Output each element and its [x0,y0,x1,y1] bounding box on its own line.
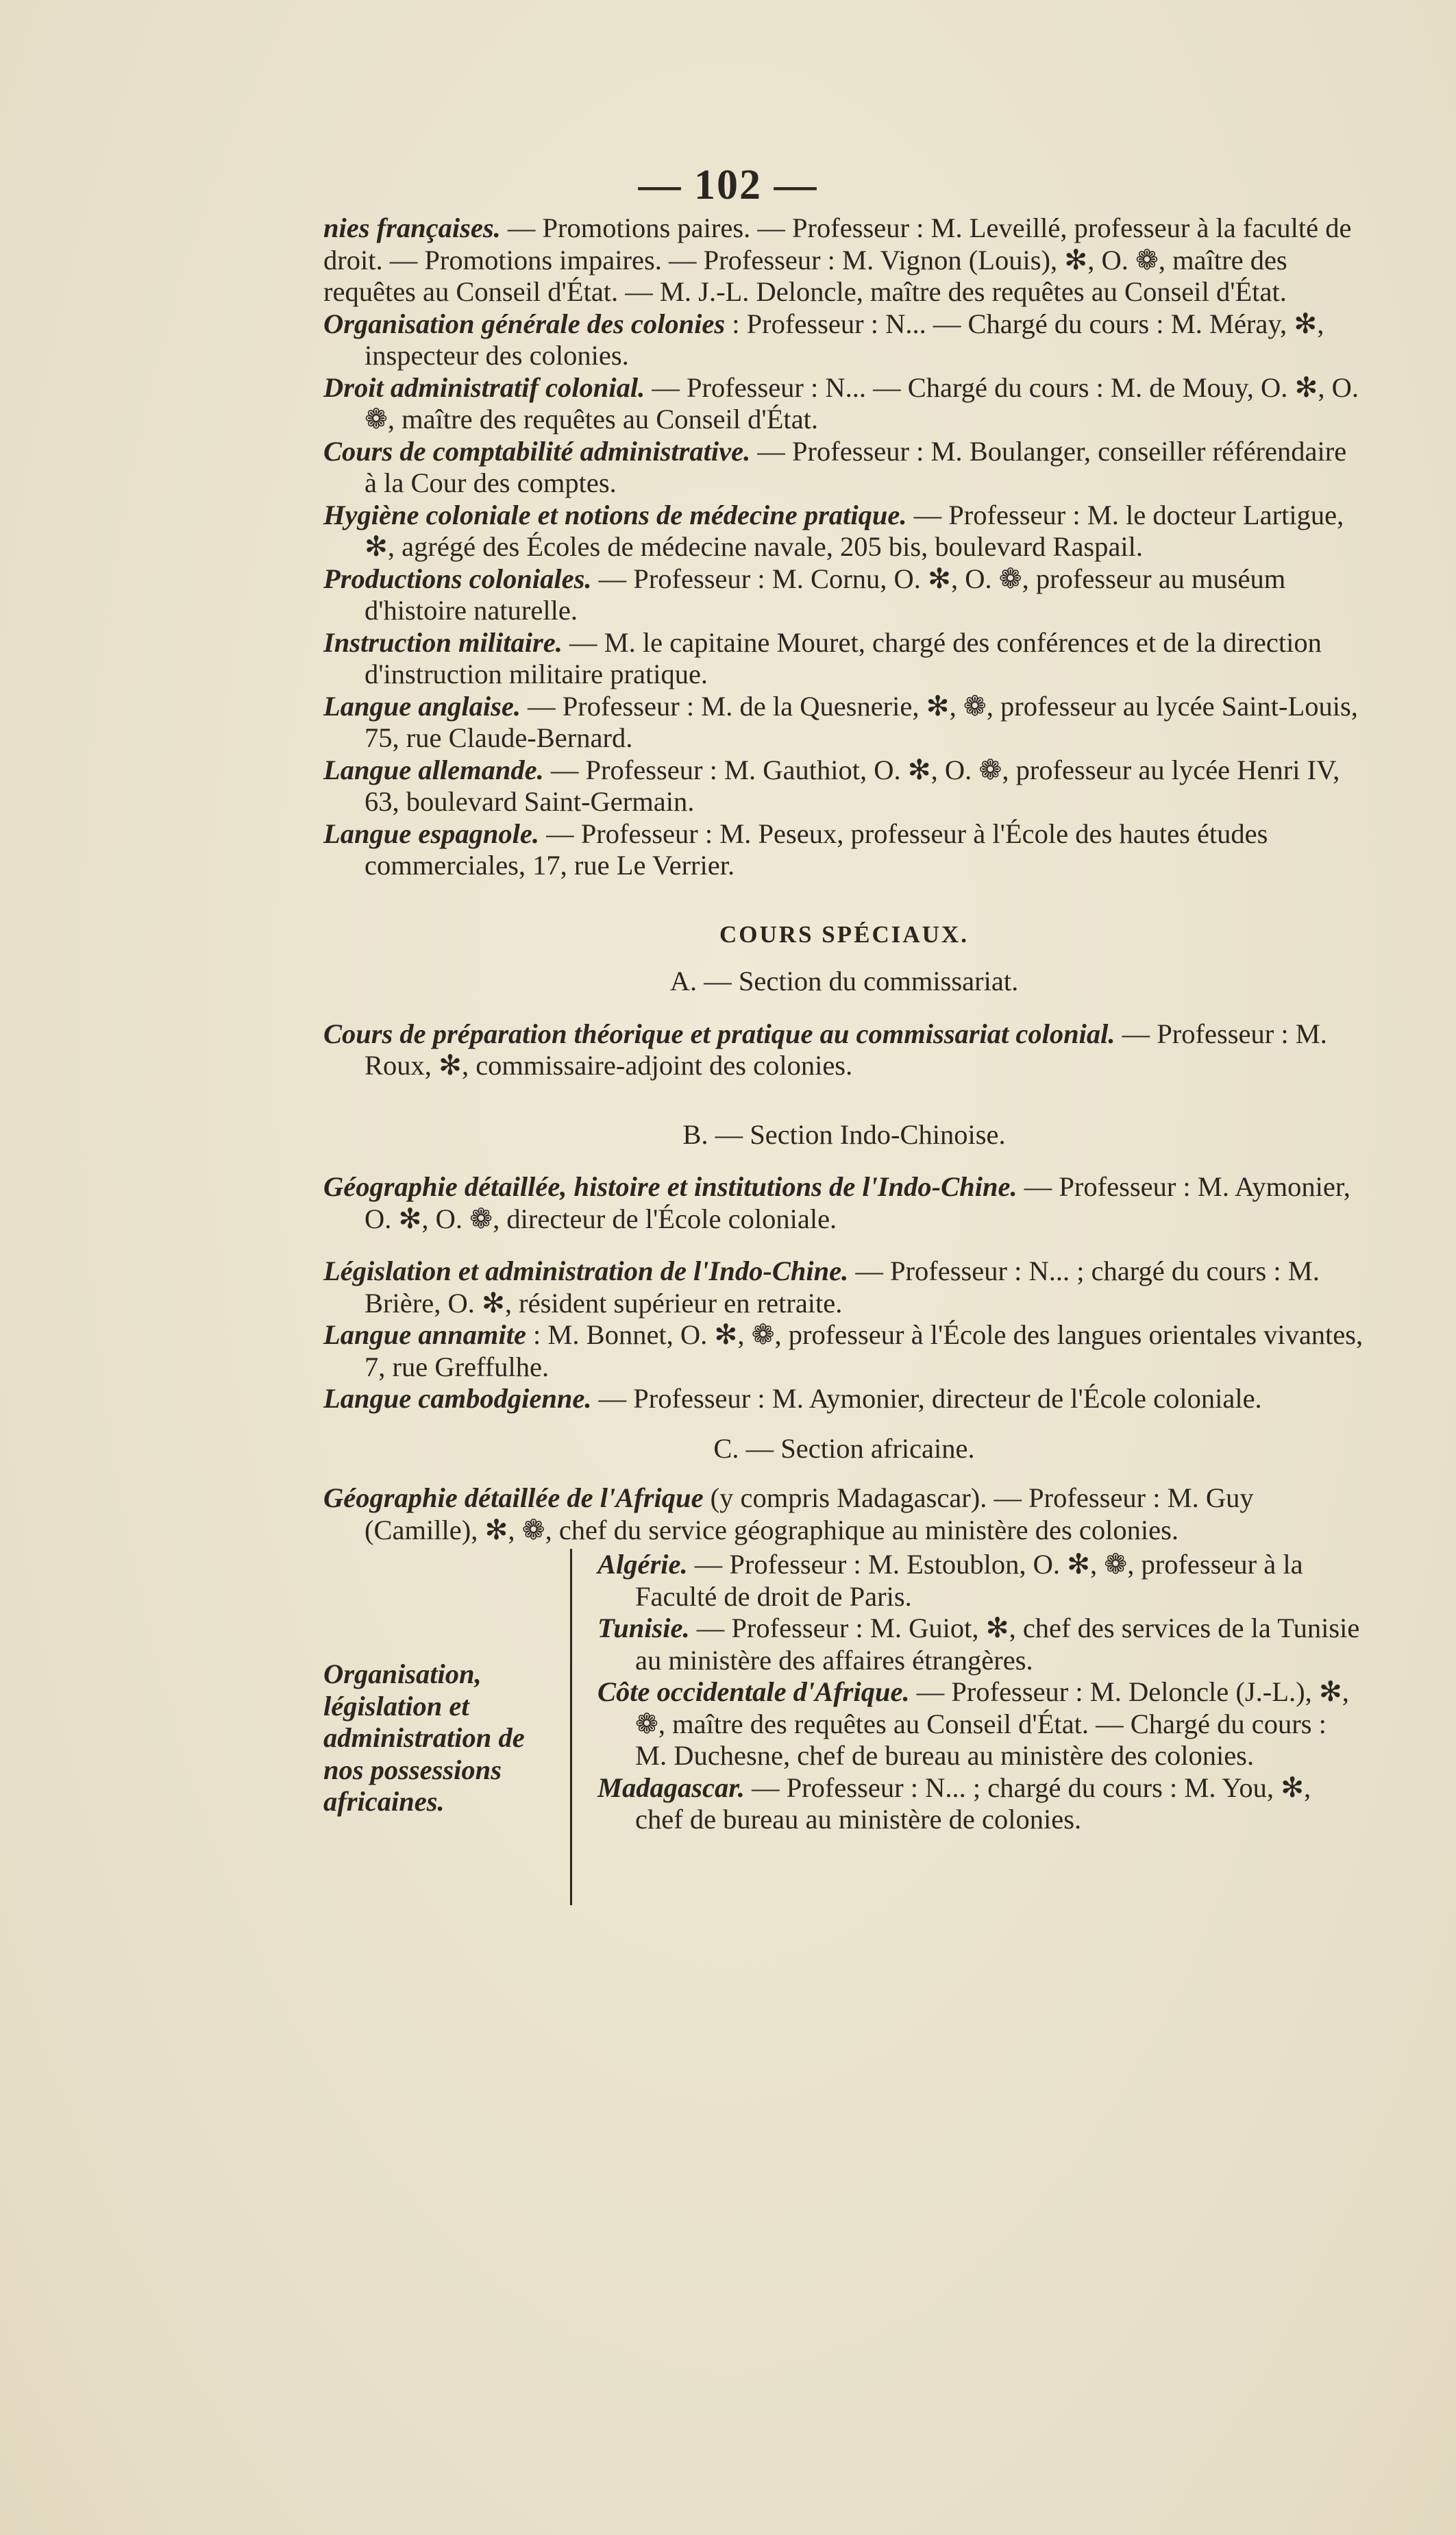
paragraph: Productions coloniales. — Professeur : M. Cornu, O. ✻, O. ❁, professeur au muséum d'histoire naturelle. [323,563,1286,626]
paragraph: Langue cambodgienne. — Professeur : M. Aymonier, directeur de l'École coloniale. [323,1383,1262,1414]
page-body [323,212,1365,1919]
paragraph: Géographie détaillée de l'Afrique (y compris Madagascar). — Professeur : M. Guy (Camille), ✻, ❁, chef du service géographique au ministère des colonies. [323,1482,1254,1545]
paragraph: Langue annamite : M. Bonnet, O. ✻, ❁, professeur à l'École des langues orientales vivantes, 7, rue Greffulhe. [323,1319,1364,1382]
section-b-heading: B. — Section Indo-Chinoise. [682,1118,1006,1150]
paragraph: Langue allemande. — Professeur : M. Gauthiot, O. ✻, O. ❁, professeur au lycée Henri IV, 63, boulevard Saint-Germain. [323,754,1340,817]
brace-label: Organisation, législation et administration de nos possessions africaines. [323,1658,525,1817]
spacer [323,1415,1365,1433]
spacer [323,1465,1365,1482]
paragraph: Instruction militaire. — M. le capitaine Mouret, chargé des conférences et de la direction d'instruction militaire pratique. [323,626,1322,689]
brace-block [323,1549,1365,1919]
paragraph: Législation et administration de l'Indo-Chine. — Professeur : N... ; chargé du cours : M. Brière, O. ✻, résident supérieur en retraite. [323,1256,1320,1319]
paragraph: nies françaises. — Promotions paires. — Professeur : M. Leveillé, professeur à la faculté de droit. — Promotions impaires. — Professeur : M. Vignon (Louis), ✻, O. ❁, maître des requêtes au Conseil d'État. — M. J.-L. Deloncle, maître des requêtes au Conseil d'État. [323,212,1352,307]
brace-icon [570,1549,587,1905]
list-item: Côte occidentale d'Afrique. — Professeur : M. Deloncle (J.-L.), ✻, ❁, maître des requêtes au Conseil d'État. — Chargé du cours : M. Duchesne, chef de bureau au ministère des colonies. [597,1676,1349,1771]
paragraph: Cours de préparation théorique et pratique au commissariat colonial. — Professeur : M. Roux, ✻, commissaire-adjoint des colonies. [323,1018,1327,1081]
paragraph: Droit administratif colonial. — Professeur : N... — Chargé du cours : M. de Mouy, O. ✻, O. ❁, maître des requêtes au Conseil d'État. [323,371,1359,434]
section-a-heading: A. — Section du commissariat. [669,966,1019,996]
section-c-heading: C. — Section africaine. [713,1432,975,1464]
section-title-cours-speciaux: COURS SPÉCIAUX. [719,920,969,948]
paragraph: Langue anglaise. — Professeur : M. de la Quesnerie, ✻, ❁, professeur au lycée Saint-Louis, 75, rue Claude-Bernard. [323,690,1358,753]
list-item: Tunisie. — Professeur : M. Guiot, ✻, chef des services de la Tunisie au ministère des affaires étrangères. [597,1613,1360,1676]
list-item: Algérie. — Professeur : M. Estoublon, O. ✻, ❁, professeur à la Faculté de droit de Paris. [597,1549,1303,1612]
paragraph: Cours de comptabilité administrative. — Professeur : M. Boulanger, conseiller référendaire à la Cour des comptes. [323,435,1347,498]
top-paragraphs [323,212,1365,882]
paragraph: Langue espagnole. — Professeur : M. Peseux, professeur à l'École des hautes études commerciales, 17, rue Le Verrier. [323,818,1268,881]
spacer [323,1235,1365,1256]
spacer [323,1151,1365,1171]
paragraph: Hygiène coloniale et notions de médecine pratique. — Professeur : M. le docteur Lartigue, ✻, agrégé des Écoles de médecine navale, 205 bis, boulevard Raspail. [323,499,1344,562]
spacer [323,951,1365,966]
spacer [323,998,1365,1018]
paragraph: Géographie détaillée, histoire et institutions de l'Indo-Chine. — Professeur : M. Aymonier, O. ✻, O. ❁, directeur de l'École coloniale. [323,1171,1350,1234]
list-item: Madagascar. — Professeur : N... ; chargé du cours : M. You, ✻, chef de bureau au ministère de colonies. [597,1772,1311,1835]
spacer [323,1082,1365,1119]
brace-content [597,1549,1365,1836]
paragraph: Organisation générale des colonies : Professeur : N... — Chargé du cours : M. Méray, ✻, inspecteur des colonies. [323,308,1324,371]
page-number: — 102 — [638,162,818,208]
spacer [323,882,1365,919]
